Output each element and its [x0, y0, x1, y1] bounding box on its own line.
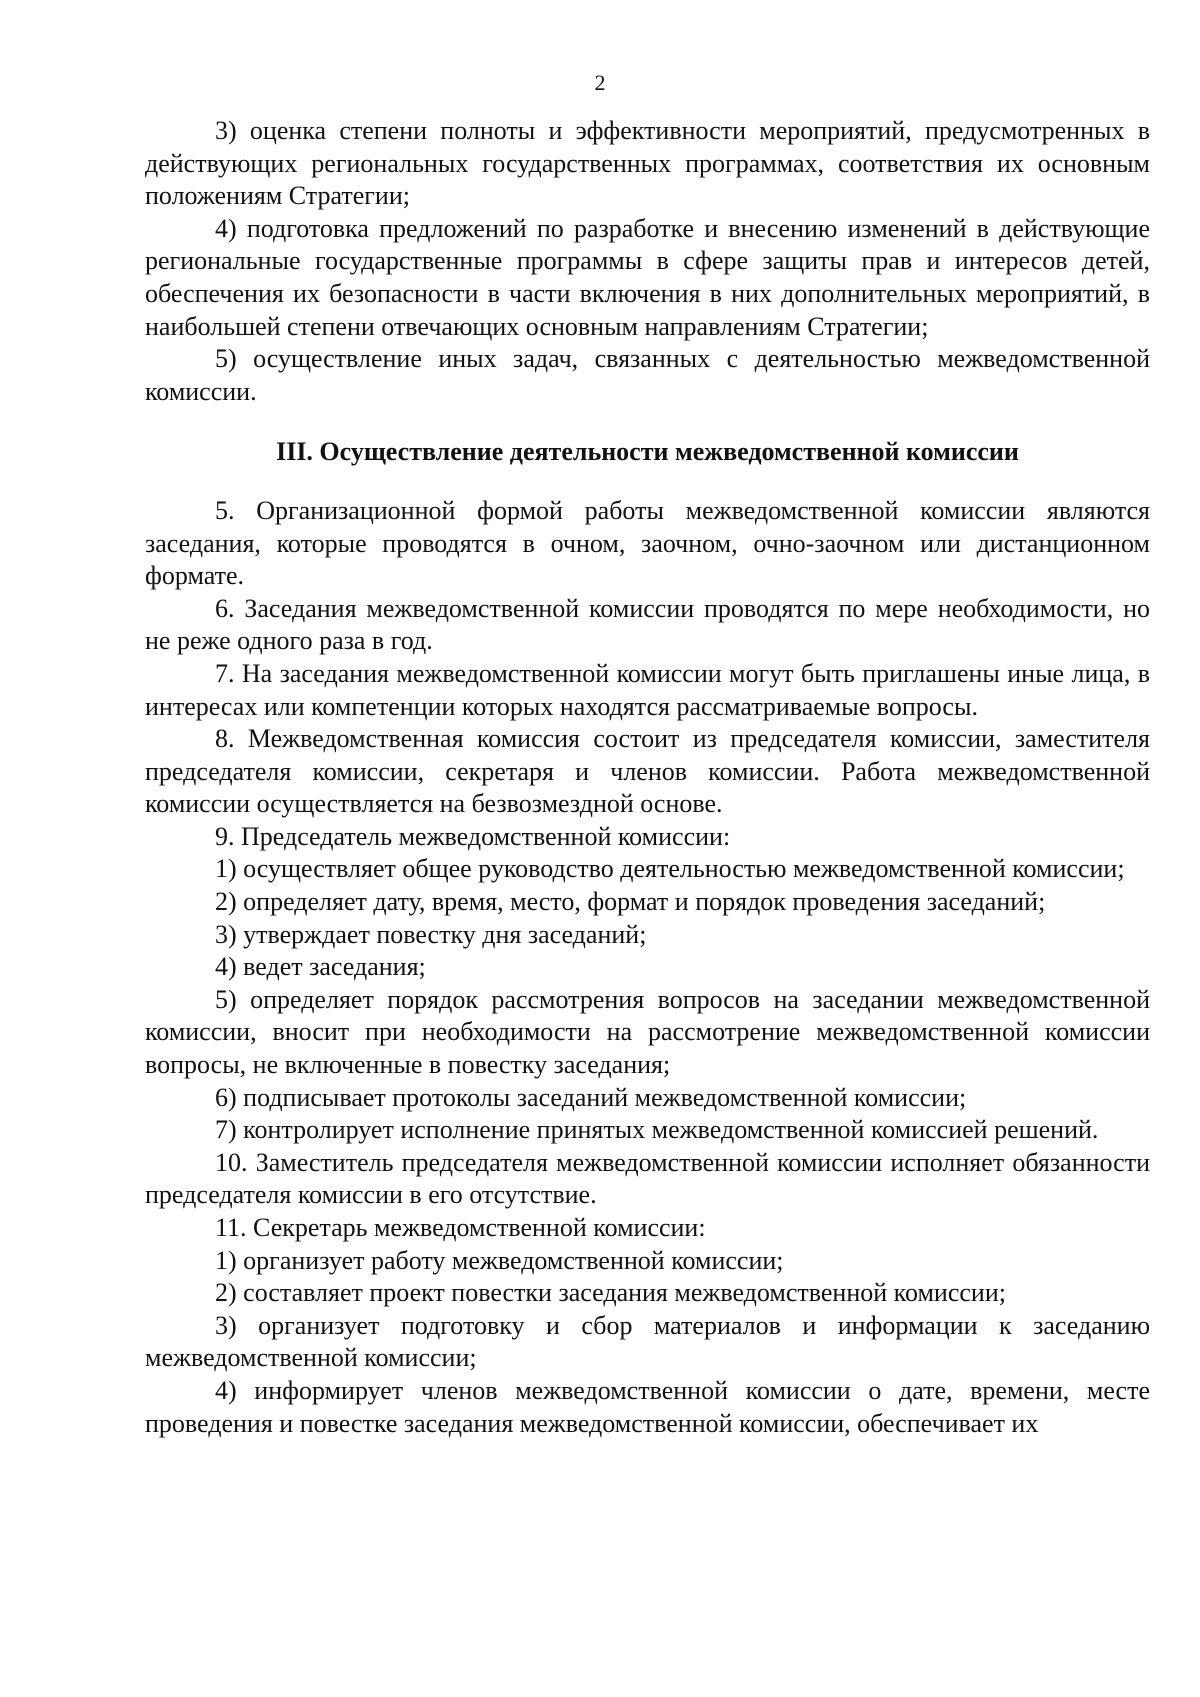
paragraph-11-item-2: 2) составляет проект повестки заседания межведомственной комиссии;: [215, 1278, 1006, 1308]
paragraph-11-item-4: 4) информирует членов межведомственной комиссии о дате, времени, месте проведения и повестке заседания межведомственной комиссии, обеспечивает их: [145, 1375, 1150, 1438]
paragraph-9-item-1: 1) осуществляет общее руководство деятельностью межведомственной комиссии;: [215, 854, 1125, 884]
page-number: 2: [594, 70, 606, 95]
paragraph-6: 6. Заседания межведомственной комиссии проводятся по мере необходимости, но не реже одного раза в год.: [145, 593, 1150, 656]
document-body: [145, 115, 1150, 1440]
section-heading: III. Осуществление деятельности межведомственной комиссии: [276, 437, 1019, 467]
paragraph-7: 7. На заседания межведомственной комиссии могут быть приглашены иные лица, в интересах или компетенции которых находятся рассматриваемые вопросы.: [145, 658, 1150, 721]
paragraph-9-item-2: 2) определяет дату, время, место, формат и порядок проведения заседаний;: [215, 887, 1046, 917]
paragraph-11: 11. Секретарь межведомственной комиссии:: [215, 1213, 706, 1242]
paragraph-5: 5. Организационной формой работы межведомственной комиссии являются заседания, которые проводятся в очном, заочном, очно-заочном или дистанционном формате.: [145, 495, 1150, 591]
paragraph-9-item-7: 7) контролирует исполнение принятых межведомственной комиссией решений.: [215, 1115, 1099, 1145]
paragraph-11-item-1: 1) организует работу межведомственной комиссии;: [215, 1245, 784, 1275]
paragraph-9-item-3: 3) утверждает повестку дня заседаний;: [215, 919, 647, 949]
paragraph-9-item-5: 5) определяет порядок рассмотрения вопросов на заседании межведомственной комиссии, вносит при необходимости на рассмотрение межведомственной комиссии вопросы, не включенные в повестку заседания;: [145, 984, 1150, 1080]
paragraph-11-item-3: 3) организует подготовку и сбор материалов и информации к заседанию межведомственной комиссии;: [145, 1310, 1150, 1373]
paragraph-10: 10. Заместитель председателя межведомственной комиссии исполняет обязанности председателя комиссии в его отсутствие.: [145, 1147, 1150, 1210]
paragraph-8: 8. Межведомственная комиссия состоит из председателя комиссии, заместителя председателя комиссии, секретаря и членов комиссии. Работа межведомственной комиссии осуществляется на безвозмездной основе.: [145, 724, 1150, 819]
paragraph-item-4: 4) подготовка предложений по разработке и внесению изменений в действующие региональные государственные программы в сфере защиты прав и интересов детей, обеспечения их безопасности в части включения в них дополнительных мероприятий, в наибольшей степени отвечающих основным направлениям Стратегии;: [145, 213, 1150, 341]
paragraph-9: 9. Председатель межведомственной комиссии:: [215, 821, 731, 851]
paragraph-item-3: 3) оценка степени полноты и эффективности мероприятий, предусмотренных в действующих региональных государственных программах, соответствия их основным положениям Стратегии;: [145, 116, 1150, 211]
paragraph-9-item-6: 6) подписывает протоколы заседаний межведомственной комиссии;: [215, 1082, 967, 1112]
paragraph-9-item-4: 4) ведет заседания;: [215, 952, 426, 982]
paragraph-item-5: 5) осуществление иных задач, связанных с деятельностью межведомственной комиссии.: [145, 344, 1150, 406]
